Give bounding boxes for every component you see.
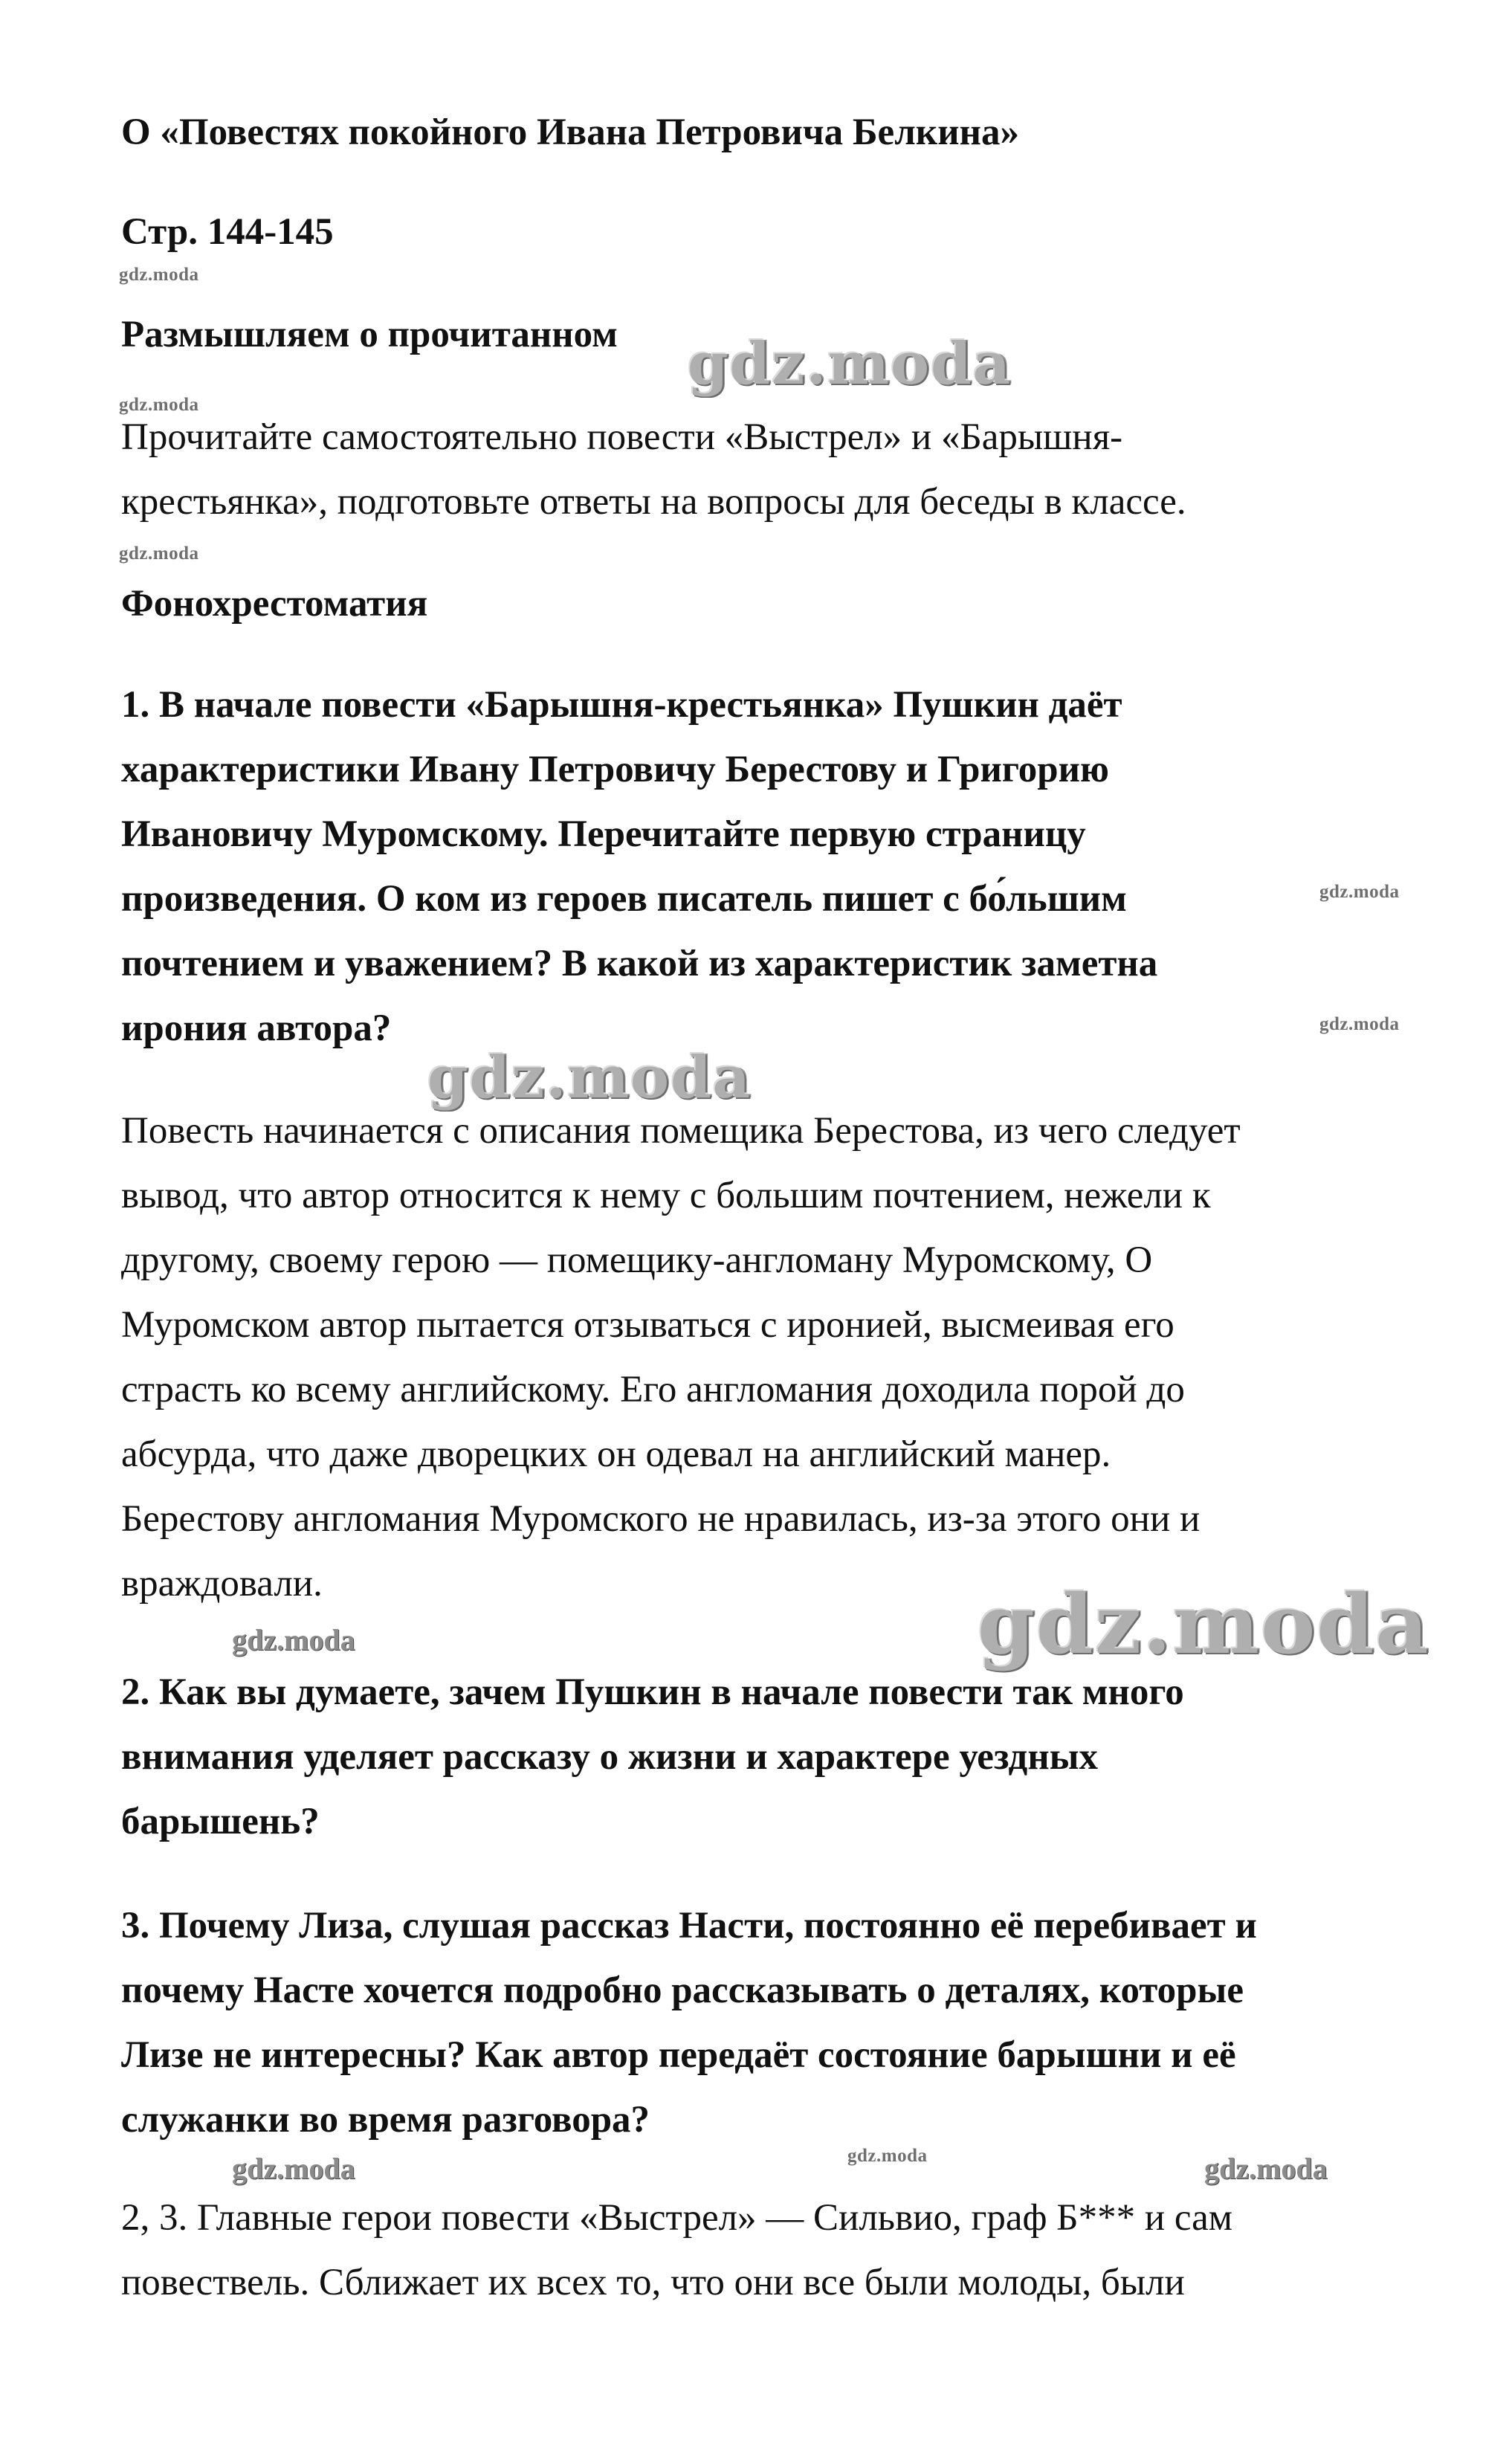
question-line: барышень?	[121, 1801, 320, 1842]
question-line: внимания уделяет рассказу о жизни и характере уездных	[121, 1736, 1099, 1778]
answer-line: Берестову англомания Муромского не нравилась, из-за этого они и	[121, 1498, 1201, 1540]
watermark: gdz.moda	[427, 1044, 752, 1112]
answer-line: повествель. Сближает их всех то, что они все были молоды, были	[121, 2262, 1185, 2303]
answer-line: другому, своему герою — помещику-англоману Муромскому, О	[121, 1239, 1153, 1281]
watermark: gdz.moda	[688, 330, 1012, 398]
answer-1	[121, 1099, 1241, 1616]
answer-2-3	[121, 2186, 1232, 2315]
answer-line: Повесть начинается с описания помещика Берестова, из чего следует	[121, 1110, 1241, 1152]
question-line: 2. Как вы думаете, зачем Пушкин в начале повести так много	[121, 1671, 1184, 1713]
answer-line: 2, 3. Главные герои повести «Выстрел» — Сильвио, граф Б*** и сам	[121, 2197, 1233, 2239]
question-line: почему Насте хочется подробно рассказывать о деталях, которые	[121, 1970, 1244, 2011]
question-line: 1. В начале повести «Барышня-крестьянка» Пушкин даёт	[121, 684, 1122, 726]
watermark: gdz.moda	[978, 1576, 1430, 1672]
section-heading-reflect: Размышляем о прочитанном	[121, 314, 618, 355]
question-line: характеристики Ивану Петровичу Берестову и Григорию	[121, 749, 1109, 790]
question-line: произведения. О ком из героев писатель пишет с бо́льшим	[121, 878, 1127, 920]
answer-line: Муромском автор пытается отзываться с иронией, высмеивая его	[121, 1304, 1174, 1346]
question-line: Ивановичу Муромскому. Перечитайте первую страницу	[121, 813, 1086, 855]
watermark: gdz.moda	[119, 265, 199, 285]
answer-line: враждовали.	[121, 1563, 323, 1604]
watermark: gdz.moda	[1319, 1014, 1400, 1034]
watermark: gdz.moda	[232, 2152, 355, 2185]
question-line: служанки во время разговора?	[121, 2099, 650, 2141]
answer-line: вывод, что автор относится к нему с большим почтением, нежели к	[121, 1175, 1211, 1216]
question-line: Лизе не интересны? Как автор передаёт состояние барышни и её	[121, 2034, 1236, 2076]
answer-line: страсть ко всему английскому. Его англомания доходила порой до	[121, 1369, 1185, 1410]
watermark: gdz.moda	[1319, 882, 1400, 902]
section-heading-phono: Фонохрестоматия	[121, 583, 428, 625]
question-1	[121, 673, 1157, 1061]
watermark: gdz.moda	[1204, 2152, 1328, 2185]
watermark: gdz.moda	[232, 1623, 355, 1657]
task-line: Прочитайте самостоятельно повести «Выстрел» и «Барышня-	[121, 416, 1123, 458]
document-title: О «Повестях покойного Ивана Петровича Белкина»	[121, 112, 1019, 153]
question-line: ирония автора?	[121, 1007, 392, 1049]
watermark: gdz.moda	[847, 2146, 928, 2166]
question-line: 3. Почему Лиза, слушая рассказ Насти, постоянно её перебивает и	[121, 1905, 1257, 1947]
answer-line: абсурда, что даже дворецких он одевал на английский манер.	[121, 1433, 1111, 1475]
watermark: gdz.moda	[119, 395, 199, 415]
task-line: крестьянка», подготовьте ответы на вопросы для беседы в классе.	[121, 481, 1186, 523]
task-paragraph	[121, 405, 1186, 535]
page-reference: Стр. 144-145	[121, 211, 334, 253]
question-2	[121, 1660, 1184, 1854]
watermark: gdz.moda	[119, 544, 199, 564]
question-3	[121, 1894, 1257, 2152]
question-line: почтением и уважением? В какой из характеристик заметна	[121, 943, 1158, 984]
